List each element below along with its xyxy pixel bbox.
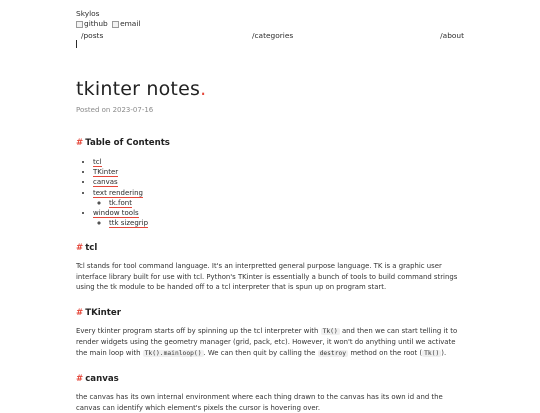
- broken-image-icon: [76, 21, 83, 28]
- site-header: [76, 9, 466, 41]
- toc-link-tkinter[interactable]: TKinter: [93, 168, 119, 177]
- heading-anchor[interactable]: #: [76, 243, 84, 254]
- text-run: and then we can start telling it to render widgets using the geometry manager (grid, pack, etc). However, it won't do anything until we activate the main loop with: [76, 326, 458, 357]
- heading-anchor[interactable]: #: [76, 374, 84, 385]
- text-run: ).: [441, 348, 447, 357]
- text-cursor: [76, 40, 77, 48]
- text-run: method on the root (: [350, 348, 423, 357]
- broken-image-icon: [112, 21, 119, 28]
- toc-link-ttk-sizegrip[interactable]: ttk sizegrip: [109, 219, 149, 228]
- toc-item: [93, 208, 468, 228]
- section-body-tcl: Tcl stands for tool command language. It's an interpretted general purpose language. TK is a graphic user interface library built for use with tcl. Python's TKinter is essentially a bunch of tools to build command strings using the tk module to be handed off to a tcl interpreter that is spun up on program start.: [76, 262, 458, 292]
- inline-code: Tk().mainloop(): [144, 349, 202, 357]
- table-of-contents: [76, 157, 468, 228]
- toc-link-text-rendering[interactable]: text rendering: [93, 188, 143, 197]
- nav-link-posts[interactable]: /posts: [81, 30, 104, 40]
- social-badges: [76, 19, 466, 31]
- post-title: [76, 78, 468, 100]
- site-name[interactable]: Skylos: [76, 9, 100, 18]
- post-content: [76, 78, 468, 413]
- toc-item: [93, 177, 468, 187]
- section-heading-tcl: [76, 243, 468, 253]
- section-heading-tkinter: [76, 308, 468, 318]
- toc-heading-text: Table of Contents: [85, 138, 170, 148]
- section-heading-canvas: [76, 374, 468, 384]
- toc-sublist: [93, 218, 468, 228]
- toc-link-window-tools[interactable]: window tools: [93, 209, 139, 218]
- section-heading-text: tcl: [85, 243, 98, 254]
- title-dot: .: [200, 78, 207, 100]
- github-alt-text: github: [84, 19, 108, 28]
- inline-code: Tk(): [322, 327, 338, 335]
- toc-subitem: [109, 218, 468, 228]
- text-run: Every tkinter program starts off by spinning up the tcl interpreter with: [76, 326, 319, 335]
- section-heading-text: TKinter: [85, 307, 121, 318]
- section-body-tkinter: [76, 326, 468, 360]
- section-heading-text: canvas: [85, 374, 119, 385]
- post-title-text: tkinter notes: [76, 78, 201, 100]
- text-run: . We can then quit by calling the: [203, 348, 316, 357]
- toc-item: [93, 167, 468, 177]
- heading-anchor[interactable]: #: [76, 138, 84, 148]
- toc-link-canvas[interactable]: canvas: [93, 178, 118, 187]
- inline-code: Tk(): [424, 349, 440, 357]
- toc-link-tk-font[interactable]: tk.font: [109, 198, 132, 207]
- email-alt-text: email: [120, 19, 141, 28]
- section-body-canvas: the canvas has its own internal environment where each thing drawn to the canvas has its own id and the canvas can identify which element's pixels the cursor is hovering over.: [76, 393, 443, 412]
- github-link[interactable]: [76, 19, 108, 29]
- nav-link-categories[interactable]: /categories: [252, 30, 294, 40]
- toc-item: [93, 157, 468, 167]
- top-nav: [76, 31, 466, 41]
- post-date: Posted on 2023-07-16: [76, 106, 154, 114]
- inline-code: destroy: [319, 349, 347, 357]
- toc-subitem: [109, 198, 468, 208]
- email-link[interactable]: [112, 19, 140, 29]
- toc-heading: [76, 138, 468, 148]
- toc-sublist: [93, 198, 468, 208]
- toc-link-tcl[interactable]: tcl: [93, 158, 102, 166]
- heading-anchor[interactable]: #: [76, 307, 84, 318]
- toc-item: [93, 188, 468, 208]
- nav-link-about[interactable]: /about: [440, 30, 464, 40]
